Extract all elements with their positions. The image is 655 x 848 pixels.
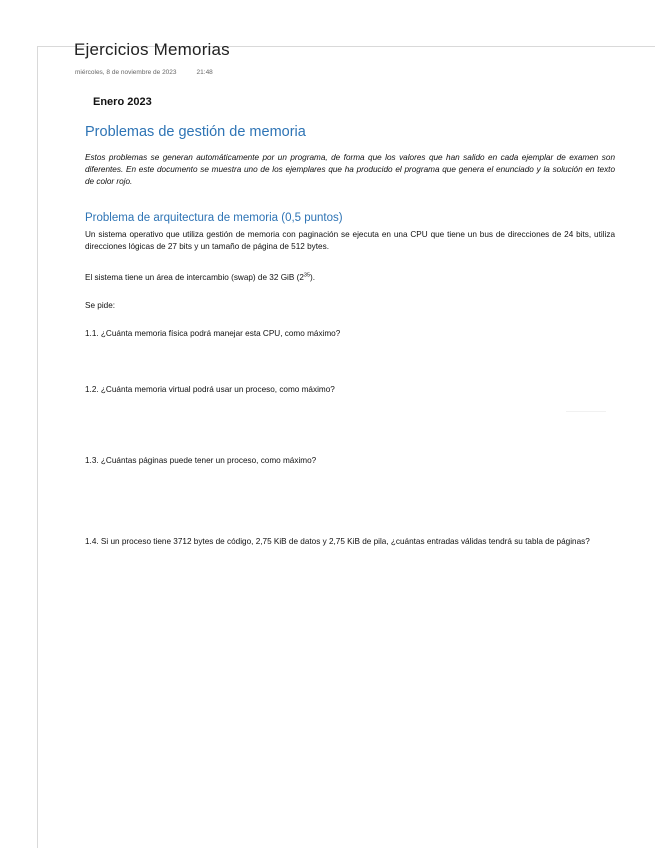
section-title[interactable]: Problemas de gestión de memoria <box>85 124 306 140</box>
swap-exponent: 35 <box>303 272 311 279</box>
page-meta <box>75 69 213 76</box>
swap-text: El sistema tiene un área de intercambio (swap) de 32 GiB (2 <box>85 273 304 282</box>
page-date: miércoles, 8 de noviembre de 2023 <box>75 69 177 76</box>
question-1-4[interactable]: 1.4. Si un proceso tiene 3712 bytes de código, 2,75 KiB de datos y 2,75 KiB de pila, ¿cuántas entradas válidas tendrá su tabla de páginas? <box>85 537 590 546</box>
page-title[interactable]: Ejercicios Memorias <box>74 40 230 59</box>
page-time: 21:48 <box>196 69 213 76</box>
problem-title[interactable]: Problema de arquitectura de memoria (0,5 puntos) <box>85 212 343 224</box>
problem-statement[interactable]: Un sistema operativo que utiliza gestión de memoria con paginación se ejecuta en una CPU que tiene un bus de direcciones de 24 bits, utiliza direcciones lógicas de 27 bits y un tamaño de página de 512 bytes. <box>85 230 615 251</box>
swap-end: ). <box>310 273 316 282</box>
question-1-2[interactable]: 1.2. ¿Cuánta memoria virtual podrá usar un proceso, como máximo? <box>85 385 335 394</box>
se-pide[interactable]: Se pide: <box>85 301 116 310</box>
intro-paragraph[interactable]: Estos problemas se generan automáticamente por un programa, de forma que los valores que han salido en cada ejemplar de examen son diferentes. En este documento se muestra uno de los ejemplares que ha producido el programa que genera el enunciado y la solución en texto de color rojo. <box>85 153 615 186</box>
question-1-3[interactable]: 1.3. ¿Cuántas páginas puede tener un proceso, como máximo? <box>85 456 317 465</box>
question-1-1[interactable]: 1.1. ¿Cuánta memoria física podrá manejar esta CPU, como máximo? <box>85 329 341 338</box>
swap-paragraph[interactable] <box>85 272 615 284</box>
exam-heading[interactable]: Enero 2023 <box>93 96 152 108</box>
faint-mark <box>566 411 606 412</box>
